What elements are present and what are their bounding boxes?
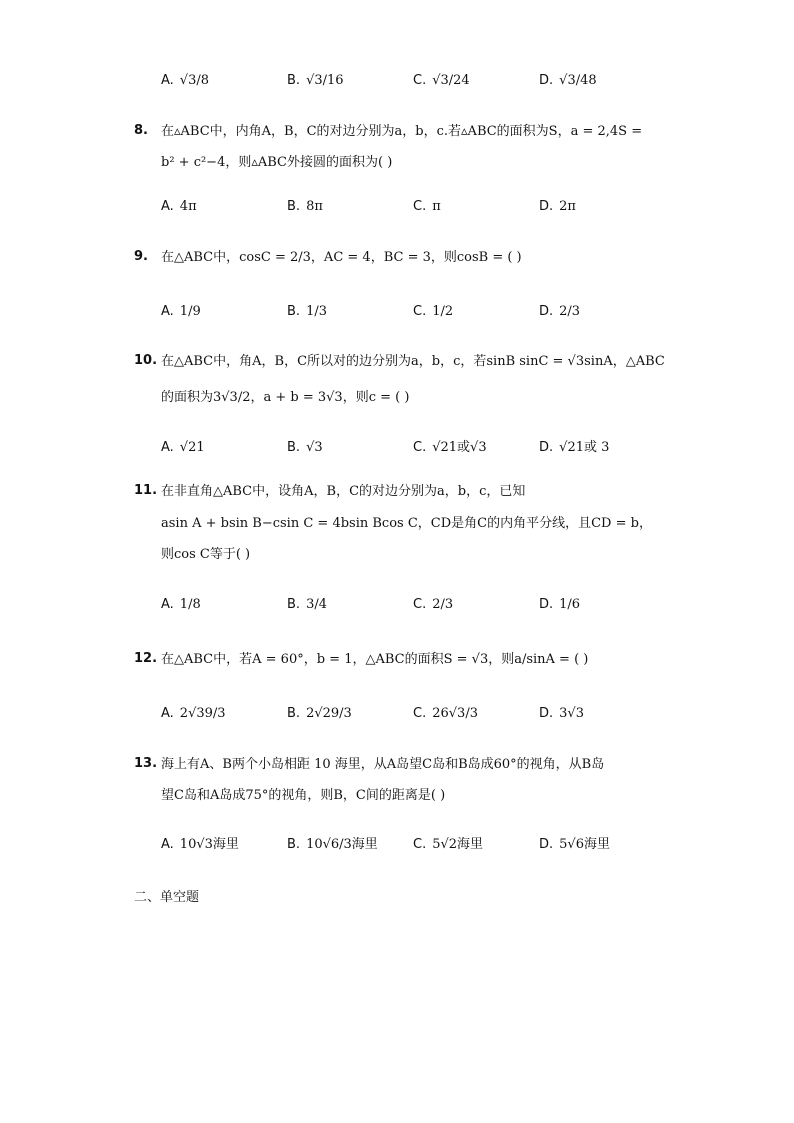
question-text-line: 在△ABC中，角A，B，C所以对的边分别为a，b，c，若sinB sinC = √3sinA，△ABC (161, 354, 665, 369)
q12-option-a[interactable]: A. 2√39/3 (161, 706, 226, 721)
question-text-line: 在▵ABC中，内角A，B，C的对边分别为a，b，c.若▵ABC的面积为S，a = 2,4S = (161, 124, 643, 139)
q10-option-d[interactable]: D. √21或 3 (539, 440, 610, 455)
q8-option-d[interactable]: D. 2π (539, 199, 576, 214)
q13-option-c[interactable]: C. 5√2海里 (413, 837, 484, 852)
q9-option-a[interactable]: A. 1/9 (161, 304, 201, 319)
question-number: 9. (134, 249, 148, 264)
q10-option-b[interactable]: B. √3 (287, 440, 323, 455)
question-text-line: 在△ABC中，cosC = 2/3，AC = 4，BC = 3，则cosB = ( ) (161, 250, 522, 265)
q7-option-b[interactable]: B. √3/16 (287, 73, 344, 88)
q7-option-c[interactable]: C. √3/24 (413, 73, 470, 88)
q9-option-c[interactable]: C. 1/2 (413, 304, 454, 319)
section-heading: 二、单空题 (134, 890, 200, 905)
q11-option-c[interactable]: C. 2/3 (413, 597, 454, 612)
q12-option-d[interactable]: D. 3√3 (539, 706, 584, 721)
q11-option-d[interactable]: D. 1/6 (539, 597, 581, 612)
question-text-line: 在非直角△ABC中，设角A，B，C的对边分别为a，b，c，已知 (161, 484, 526, 499)
q11-option-a[interactable]: A. 1/8 (161, 597, 201, 612)
question-text-line: 在△ABC中，若A = 60°，b = 1，△ABC的面积S = √3，则a/sinA = ( ) (161, 652, 589, 667)
q13-option-d[interactable]: D. 5√6海里 (539, 837, 610, 852)
question-number: 12. (134, 651, 158, 666)
q7-option-d[interactable]: D. √3/48 (539, 73, 597, 88)
q10-option-c[interactable]: C. √21或√3 (413, 440, 487, 455)
q9-option-d[interactable]: D. 2/3 (539, 304, 581, 319)
question-text-line: 则cos C等于( ) (161, 547, 251, 562)
q8-option-c[interactable]: C. π (413, 199, 441, 214)
q8-option-b[interactable]: B. 8π (287, 199, 323, 214)
q8-option-a[interactable]: A. 4π (161, 199, 197, 214)
q12-option-b[interactable]: B. 2√29/3 (287, 706, 352, 721)
question-number: 10. (134, 353, 158, 368)
question-number: 11. (134, 483, 158, 498)
q7-option-a[interactable]: A. √3/8 (161, 73, 210, 88)
question-text-line: 的面积为3√3/2，a + b = 3√3，则c = ( ) (161, 390, 410, 405)
q10-option-a[interactable]: A. √21 (161, 440, 205, 455)
question-text-line: 望C岛和A岛成75°的视角，则B，C间的距离是( ) (161, 788, 446, 803)
q9-option-b[interactable]: B. 1/3 (287, 304, 327, 319)
question-number: 13. (134, 756, 158, 771)
q13-option-a[interactable]: A. 10√3海里 (161, 837, 239, 852)
question-text-line: 海上有A、B两个小岛相距 10 海里，从A岛望C岛和B岛成60°的视角，从B岛 (161, 757, 605, 772)
question-text-line: asin A + bsin B−csin C = 4bsin Bcos C，CD是角C的内角平分线，且CD = b， (161, 516, 652, 531)
q13-option-b[interactable]: B. 10√6/3海里 (287, 837, 378, 852)
question-text-line: b² + c²−4，则▵ABC外接圆的面积为( ) (161, 155, 393, 170)
q11-option-b[interactable]: B. 3/4 (287, 597, 327, 612)
q12-option-c[interactable]: C. 26√3/3 (413, 706, 478, 721)
question-number: 8. (134, 123, 148, 138)
